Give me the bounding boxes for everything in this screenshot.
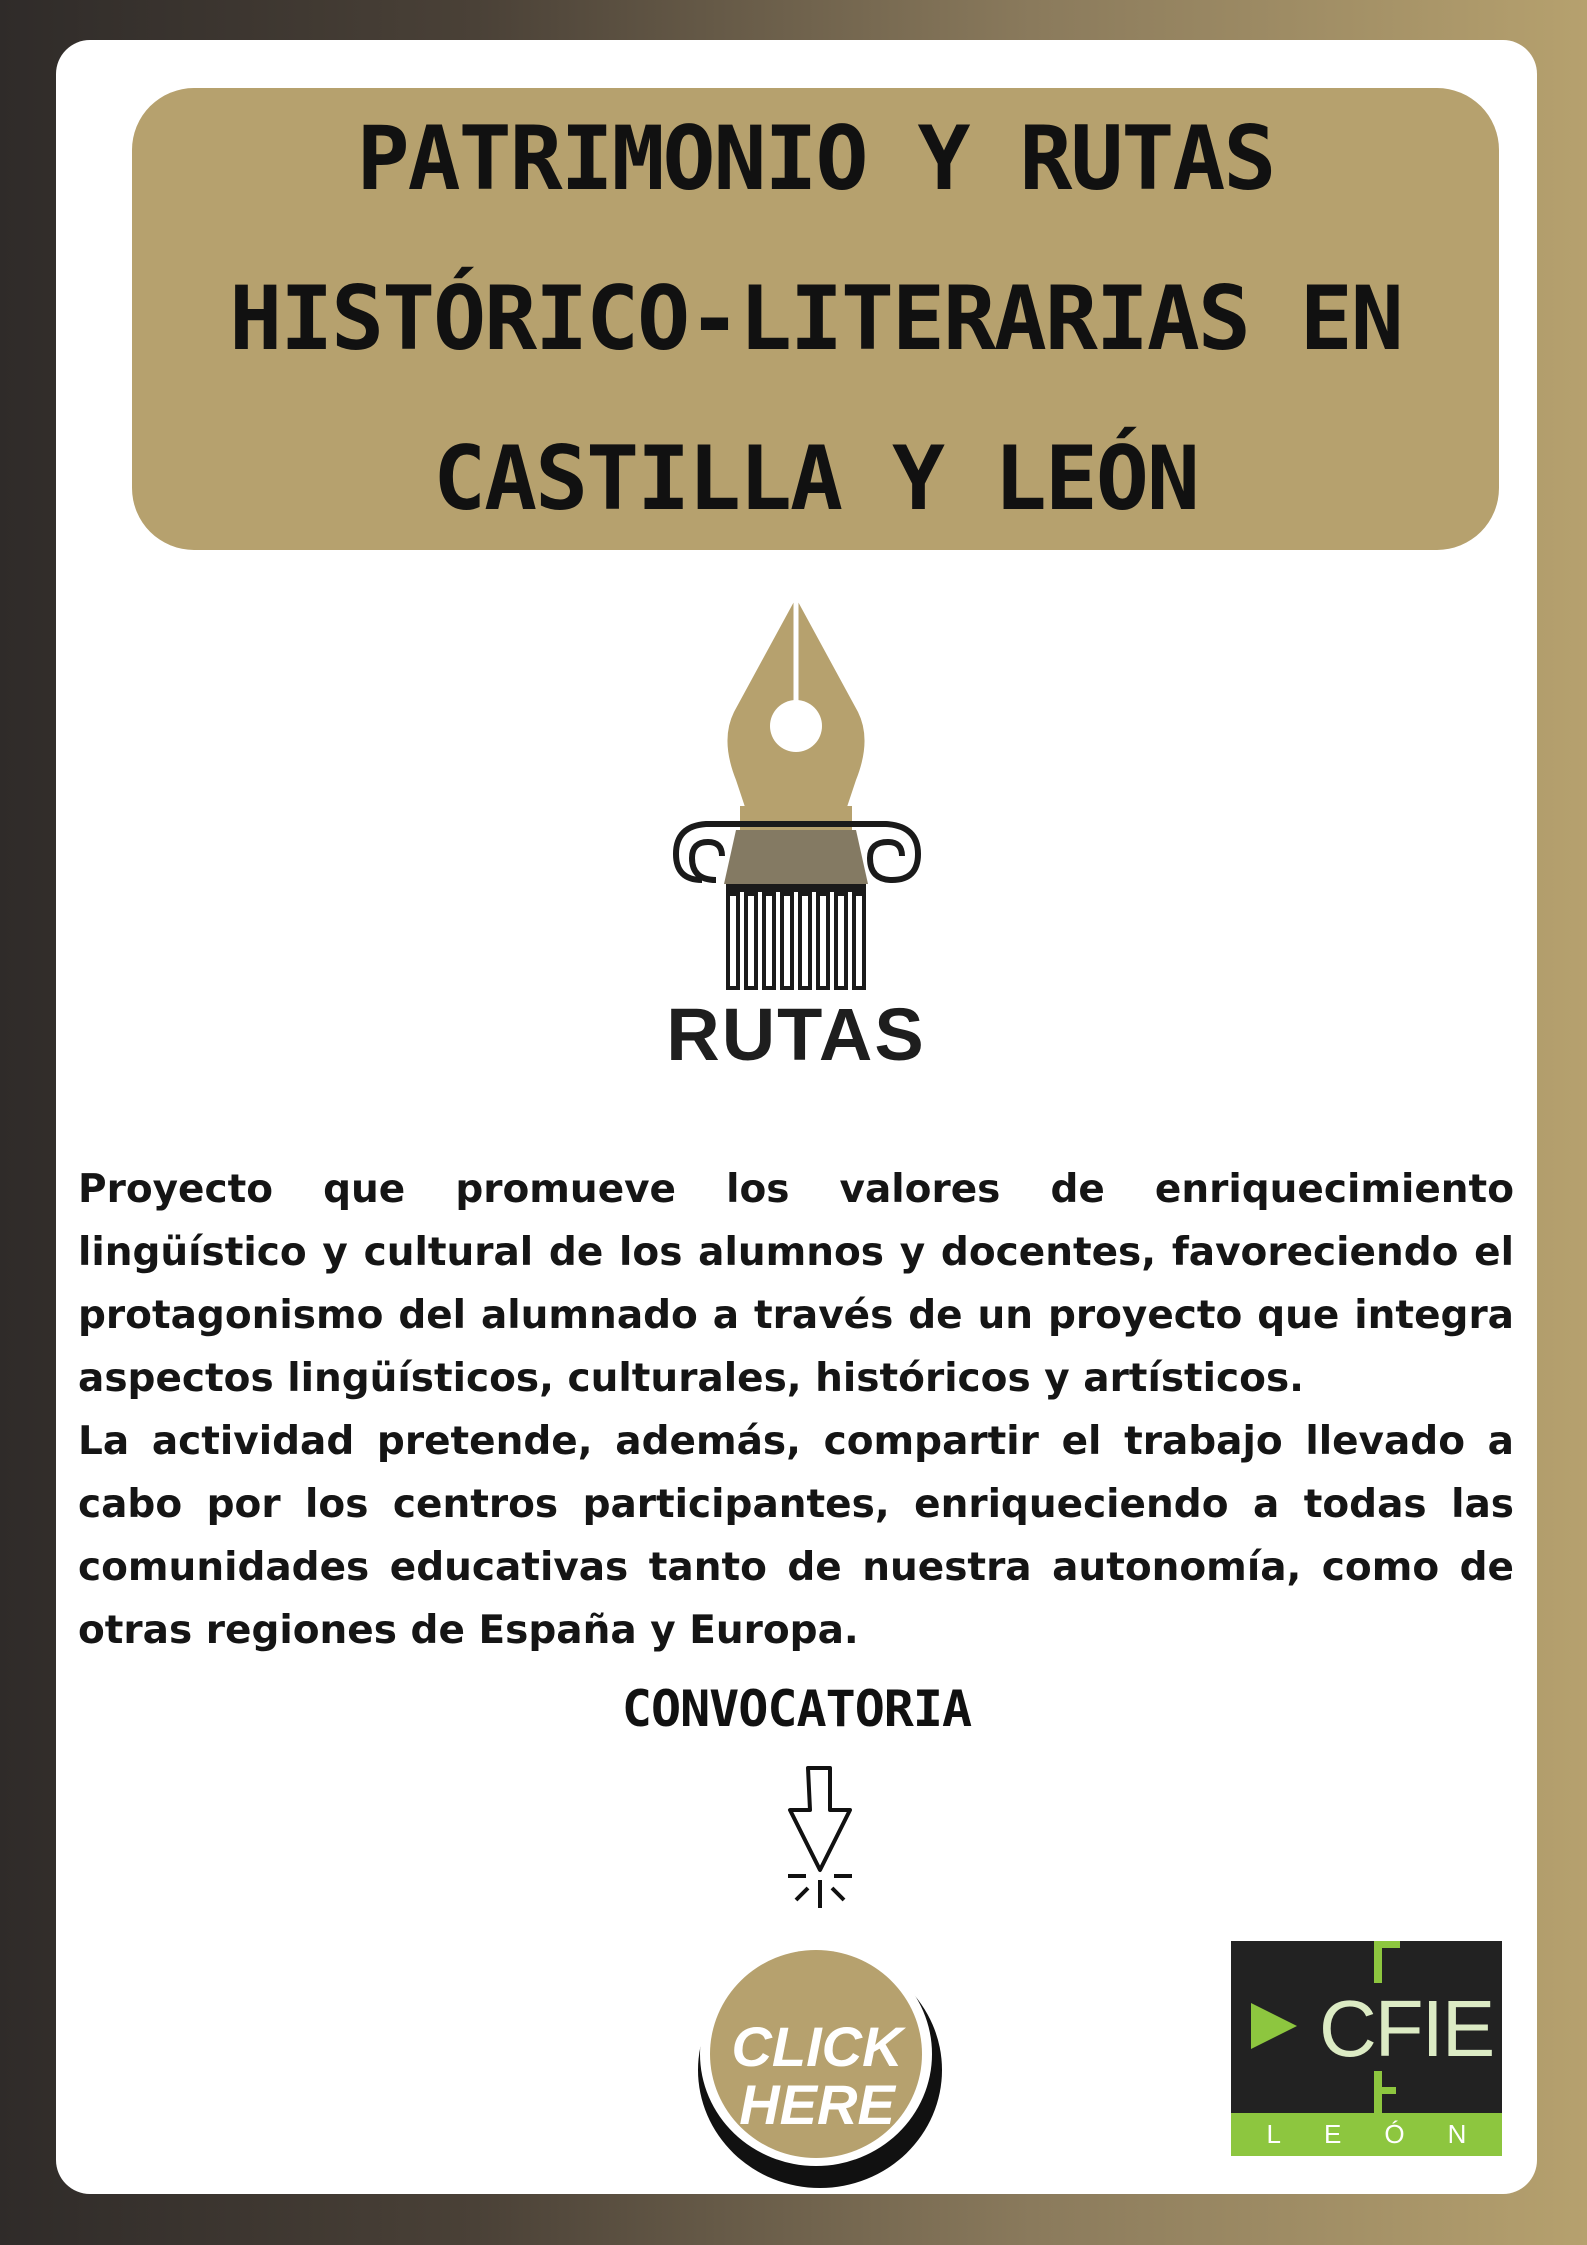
- cfie-letter-3: Ó: [1384, 2119, 1405, 2149]
- cfie-leon-logo: [1231, 1941, 1502, 2156]
- pen-nib-column-icon: [636, 592, 956, 992]
- description-paragraph-2: La actividad pretende, además, compartir el trabajo llevado a cabo por los centros participantes, enriqueciendo a todas las comunidades educativas tanto de nuestra autonomía, como de otras regiones de España y Europa.: [78, 1419, 1514, 1653]
- title-line-2: HISTÓRICO-LITERARIAS EN: [229, 267, 1402, 370]
- cfie-logo-text: CFIE: [1319, 1984, 1494, 2073]
- title-line-1: PATRIMONIO Y RUTAS: [356, 107, 1275, 210]
- cfie-logo-subtitle: [1231, 2113, 1502, 2156]
- cfie-letter-2: E: [1324, 2119, 1342, 2149]
- click-here-button[interactable]: [692, 1930, 952, 2190]
- cfie-logo-background: [1231, 1941, 1502, 2113]
- rutas-logo-text: RUTAS: [666, 993, 926, 1076]
- convocatoria-heading: CONVOCATORIA: [621, 1680, 972, 1738]
- title-line-3: CASTILLA Y LEÓN: [433, 427, 1198, 530]
- rutas-logo: [636, 592, 956, 1082]
- click-label-line-2: HERE: [739, 2073, 895, 2136]
- poster-card: [56, 40, 1537, 2194]
- cfie-letter-1: L: [1266, 2119, 1281, 2149]
- title-banner: [132, 88, 1499, 550]
- description-paragraph-1: Proyecto que promueve los valores de enriquecimiento lingüístico y cultural de los alumnos y docentes, favoreciendo el protagonismo del alumnado a través de un proyecto que integra aspectos lingüísticos, culturales, históricos y artísticos.: [78, 1167, 1514, 1401]
- cursor-arrow-down-icon: [768, 1762, 878, 1912]
- click-label-line-1: CLICK: [731, 2015, 903, 2078]
- description: [78, 1158, 1514, 1662]
- click-here-label: [692, 2015, 942, 2136]
- cfie-letter-4: N: [1447, 2119, 1467, 2149]
